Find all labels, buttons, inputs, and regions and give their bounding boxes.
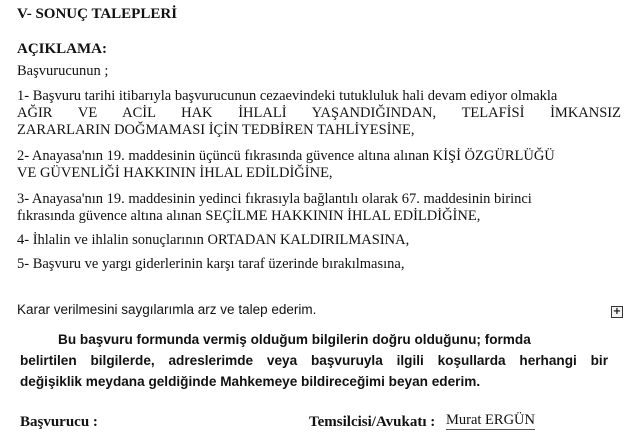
request-item-2-line-2: VE GÜVENLİĞİ HAKKININ İHLAL EDİLDİĞİNE, — [17, 165, 333, 181]
closing-text: Karar verilmesini saygılarımla arz ve talep ederim. — [17, 302, 317, 317]
declaration-line-2: belirtilen bilgilerde, adreslerimde veya başvuruyla ilgili koşullarda herhangi bir — [20, 353, 608, 368]
request-item-2-line-1: 2- Anayasa'nın 19. maddesinin üçüncü fıkrasında güvence altına alınan KİŞİ ÖZGÜRLÜĞÜ — [17, 148, 555, 164]
section-title: V- SONUÇ TALEPLERİ — [17, 6, 178, 22]
request-item-1-line-2: AĞIR VE ACİL HAK İHLALİ YAŞANDIĞINDAN, TELAFİSİ İMKANSIZ — [17, 105, 621, 121]
request-item-1-line-3: ZARARLARIN DOĞMAMASI İÇİN TEDBİREN TAHLİYESİNE, — [17, 122, 415, 138]
declaration-line-3: değişiklik meydana geldiğinde Mahkemeye bildireceğimi beyan ederim. — [20, 374, 481, 389]
intro-text: Başvurucunun ; — [17, 63, 109, 79]
request-item-1-line-1: 1- Başvuru tarihi itibarıyla başvurucunun cezaevindeki tutukluluk hali devam ediyor olmakla — [17, 88, 558, 104]
representative-label: Temsilcisi/Avukatı : — [309, 414, 436, 430]
request-item-3-line-2: fıkrasında güvence altına alınan SEÇİLME HAKKININ İHLAL EDİLDİĞİNE, — [17, 208, 481, 224]
request-item-3-line-1: 3- Anayasa'nın 19. maddesinin yedinci fıkrasıyla bağlantılı olarak 67. maddesinin birinci — [17, 191, 532, 207]
applicant-label: Başvurucu : — [20, 414, 98, 430]
request-item-5: 5- Başvuru ve yargı giderlerinin karşı taraf üzerinde bırakılmasına, — [17, 256, 405, 272]
aciklama-heading: AÇIKLAMA: — [17, 41, 107, 57]
expand-plus-icon[interactable]: + — [612, 306, 622, 317]
request-item-4: 4- İhlalin ve ihlalin sonuçlarının ORTADAN KALDIRILMASINA, — [17, 232, 410, 248]
representative-name: Murat ERGÜN — [446, 412, 536, 428]
declaration-line-1: Bu başvuru formunda vermiş olduğum bilgilerin doğru olduğunu; formda — [58, 332, 531, 347]
